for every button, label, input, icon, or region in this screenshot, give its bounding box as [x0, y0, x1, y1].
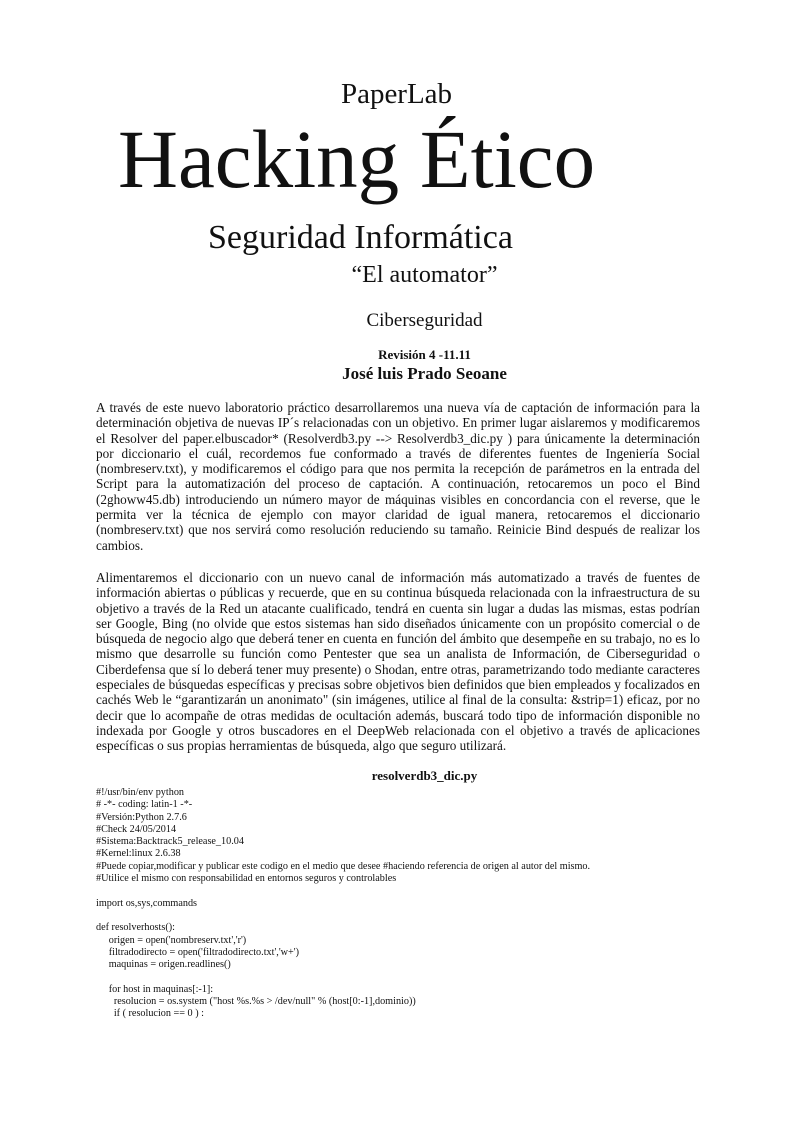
code-line: #Utilice el mismo con responsabilidad en entornos seguros y controlables [96, 873, 397, 885]
author-name: José luis Prado Seoane [342, 364, 507, 383]
code-line: for host in maquinas[:-1]: [96, 983, 214, 995]
code-line: #Kernel:linux 2.6.38 [96, 848, 181, 860]
code-line: #Puede copiar,modificar y publicar este codigo en el medio que desee #haciendo referencia de origen al autor del mismo. [96, 860, 591, 872]
code-line: #!/usr/bin/env python [96, 787, 185, 798]
intro-paragraph: A través de este nuevo laboratorio práctico desarrollaremos una nueva vía de captación de información para la determinación objetiva de nuevas IP´s relacionadas con un objetivo. En primer lugar aislaremos y modificaremos el Resolver del paper.elbuscador* (Resolverdb3.py --> Resolverdb3_dic.py ) para únicamente la determinación por diccionario el cuál, recordemos fue conformado a través de diferentes fuentes de Ingeniería Social (nombreserv.txt), y modificaremos el código para que nos permita la recepción de parámetros en la entrada del Script para la automatización del proceso de captación. A continuación, retocaremos un poco el Bind (2ghoww45.db) introduciendo un número mayor de máquinas visibles en concordancia con el reverse, que le permita ver la técnica de ejemplo con mayor claridad de igual manera, retocaremos el diccionario (nombreserv.txt) que nos servirá como resolución reduciendo su tamaño. Reinicie Bind después de realizar los cambios. [96, 400, 700, 553]
document-subtitle: Seguridad Informática [208, 219, 513, 256]
code-line: resolucion = os.system ("host %s.%s > /dev/null" % (host[0:-1],dominio)) [96, 996, 416, 1008]
revision-label: Revisión 4 -11.11 [378, 347, 471, 362]
code-line: def resolverhosts(): [96, 922, 175, 934]
code-line: maquinas = origen.readlines() [96, 959, 231, 971]
code-line [96, 885, 706, 897]
code-line [96, 971, 706, 983]
document-category: Ciberseguridad [366, 310, 483, 331]
code-line: if ( resolucion == 0 ) : [96, 1008, 204, 1020]
code-title: resolverdb3_dic.py [371, 768, 478, 783]
code-line: filtradodirecto = open('filtradodirecto.txt','w+') [96, 946, 299, 958]
code-line [96, 910, 706, 922]
second-paragraph: Alimentaremos el diccionario con un nuevo canal de información más automatizado a través de fuentes de información abiertas o públicas y recuerde, que en su continua búsqueda relacionada con la infraestructura de su objetivo a través de la Red un atacante cualificado, tendrá en cuenta sin lugar a dudas las mismas, estas podrían ser Google, Bing (no olvide que estos sistemas han sido diseñados únicamente con un propósito comercial o de búsqueda de negocio algo que deberá tener en cuenta en función del ámbito que desempeñe en su trabajo, no es lo mismo que desarrolle su función como Pentester que sea un analista de Información, de Ciberseguridad o Ciberdefensa que sí lo deberá tener muy presente) o Shodan, entre otras, parametrizando todo mediante caracteres especiales de búsquedas específicas y precisas sobre objetivos bien definidos que bien empleados y focalizados en cachés Web le “garantizarán un anonimato" (sin imágenes, utilice al final de la consulta: &strip=1) eficaz, por no decir que lo acompañe de otras medidas de ocultación además, buscará todo tipo de información disponible no indexada por Google y otros buscadores en el DeepWeb relacionada con el objetivo a través de aplicaciones específicas o sus propias herramientas de búsqueda, algo que seguro utilizará. [96, 570, 700, 754]
code-block [96, 787, 706, 1021]
code-line: #Versión:Python 2.7.6 [96, 811, 187, 823]
brand-name: PaperLab [340, 78, 453, 110]
document-tagline: “El automator” [351, 262, 498, 288]
code-line: #Sistema:Backtrack5_release_10.04 [96, 836, 244, 848]
code-line: origen = open('nombreserv.txt','r') [96, 934, 247, 946]
code-line: import os,sys,commands [96, 897, 198, 909]
document-title: Hacking Ético [118, 113, 596, 205]
code-line: # -*- coding: latin-1 -*- [96, 799, 193, 811]
code-line: #Check 24/05/2014 [96, 823, 177, 835]
